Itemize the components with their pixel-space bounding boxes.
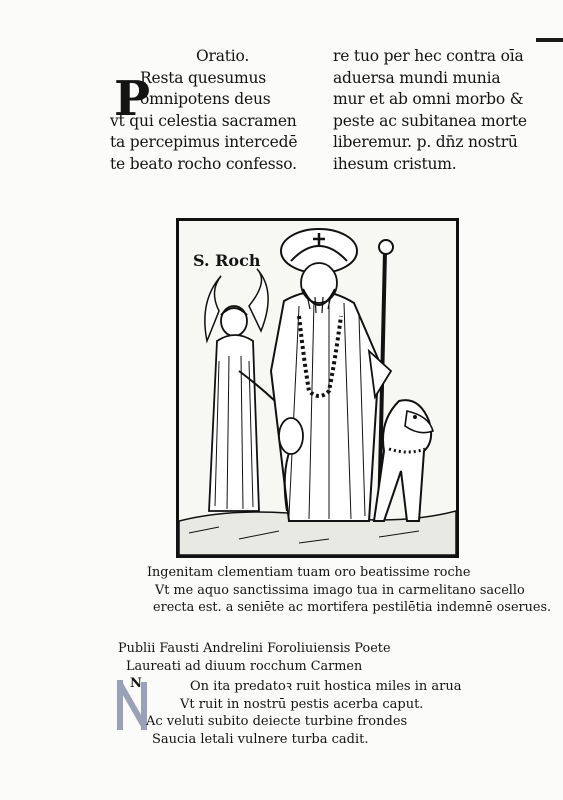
saint-roch-woodcut-illustration: [179, 221, 456, 555]
page-edge-mark: [536, 38, 563, 42]
caption-line: Vt me aquo sanctissima imago tua in carmelitano sacello: [155, 582, 525, 598]
woodcut-caption: [147, 564, 552, 617]
prayer-line: ihesum cristum.: [333, 154, 457, 173]
prayer-line: omnipotens deus: [140, 90, 271, 109]
woodcut-label: S. Roch: [193, 251, 261, 270]
prayer-line: peste ac subitanea morte: [333, 111, 527, 130]
poem-heading: [118, 640, 448, 675]
prayer-line: liberemur. p. dn̄z nostrū: [333, 133, 518, 152]
poem-heading-line: Laureati ad diuum rocchum Carmen: [126, 658, 363, 674]
poem-drop-cap: N: [130, 676, 142, 691]
caption-line: erecta est. a seniēte ac mortifera pestilētia indemnē oserues.: [153, 600, 552, 616]
poem-line: On ita predatoꝛ ruit hostica miles in arua: [190, 679, 462, 694]
prayer-line: ta percepimus intercedē: [110, 133, 298, 152]
poem-line: Saucia letali vulnere turba cadit.: [152, 731, 369, 747]
prayer-line: vt qui celestia sacramen: [110, 111, 297, 130]
caption-line: Ingenitam clementiam tuam oro beatissime roche: [147, 565, 471, 580]
prayer-line: te beato rocho confesso.: [110, 154, 297, 173]
prayer-right-column: [333, 46, 553, 176]
poem-body: [146, 678, 462, 748]
prayer-line: re tuo per hec contra oīa: [333, 47, 524, 65]
prayer-line: aduersa mundi munia: [333, 68, 501, 87]
prayer-line: mur et ab omni morbo &: [333, 90, 524, 109]
prayer-heading: Oratio.: [196, 47, 250, 65]
poem-line: Vt ruit in nostrū pestis acerba caput.: [180, 696, 424, 712]
prayer-line: Resta quesumus: [140, 68, 267, 87]
poem-line: Ac veluti subito deiecte turbine frondes: [146, 714, 408, 730]
poem-heading-line: Publii Fausti Andrelini Foroliuiensis Poete: [118, 641, 391, 656]
prayer-drop-cap: P: [114, 71, 151, 127]
